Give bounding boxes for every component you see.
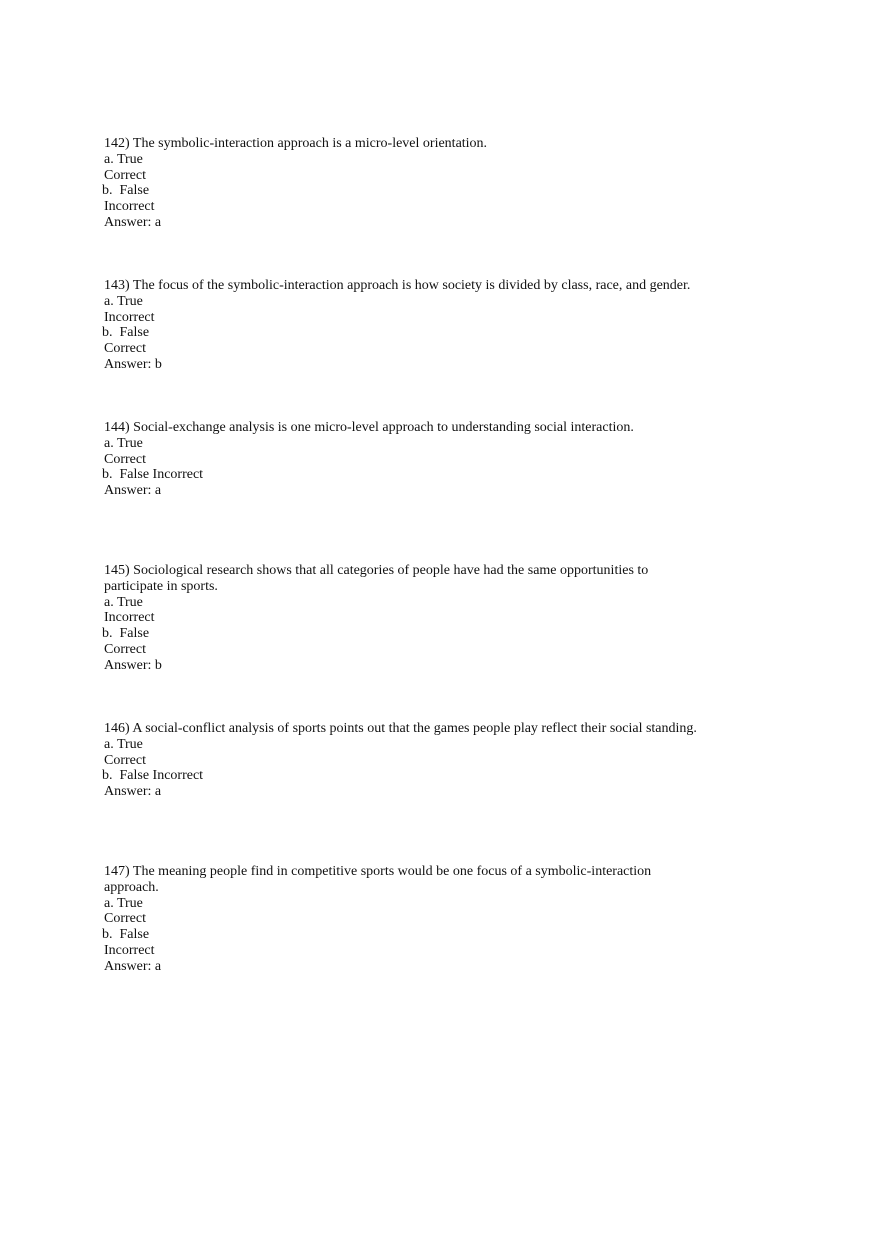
feedback-b: Correct [104, 341, 146, 357]
option-a: a. True [104, 594, 143, 610]
question-144 [104, 420, 744, 499]
question-text: 143) The focus of the symbolic-interaction approach is how society is divided by class, race, and gender. [104, 278, 691, 293]
question-text: 142) The symbolic-interaction approach is a micro-level orientation. [104, 136, 488, 151]
question-145 [104, 563, 744, 674]
question-146 [104, 721, 744, 800]
option-a: a. True [104, 293, 143, 309]
option-b: b. False Incorrect [102, 768, 204, 784]
option-b: b. False [102, 183, 150, 199]
option-a: a. True [104, 151, 143, 167]
answer-key: Answer: a [104, 483, 162, 499]
option-b: b. False [102, 325, 150, 341]
question-text: 144) Social-exchange analysis is one micro-level approach to understanding social interaction. [104, 420, 634, 435]
question-text-line-1: 145) Sociological research shows that all categories of people have had the same opportunities to [104, 563, 649, 578]
question-text-line-1: 147) The meaning people find in competitive sports would be one focus of a symbolic-interaction [104, 864, 652, 879]
feedback-a: Incorrect [104, 610, 155, 626]
answer-key: Answer: b [104, 657, 162, 673]
question-text: 146) A social-conflict analysis of sports points out that the games people play reflect their social standing. [104, 721, 697, 736]
option-b: b. False [102, 626, 150, 642]
feedback-a: Incorrect [104, 309, 155, 325]
feedback-a: Correct [104, 451, 146, 467]
question-text-line-2: approach. [104, 879, 159, 895]
feedback-a: Correct [104, 911, 146, 927]
question-143 [104, 278, 744, 373]
feedback-a: Correct [104, 167, 146, 183]
answer-key: Answer: a [104, 214, 162, 230]
answer-key: Answer: b [104, 356, 162, 372]
answer-key: Answer: a [104, 958, 162, 974]
option-a: a. True [104, 895, 143, 911]
option-a: a. True [104, 736, 143, 752]
answer-key: Answer: a [104, 784, 162, 800]
feedback-a: Correct [104, 752, 146, 768]
question-147 [104, 864, 744, 975]
feedback-b: Incorrect [104, 199, 155, 215]
feedback-b: Incorrect [104, 942, 155, 958]
question-text-line-2: participate in sports. [104, 578, 218, 594]
feedback-b: Correct [104, 641, 146, 657]
option-b: b. False Incorrect [102, 467, 204, 483]
option-b: b. False [102, 927, 150, 943]
option-a: a. True [104, 435, 143, 451]
question-142 [104, 136, 744, 231]
